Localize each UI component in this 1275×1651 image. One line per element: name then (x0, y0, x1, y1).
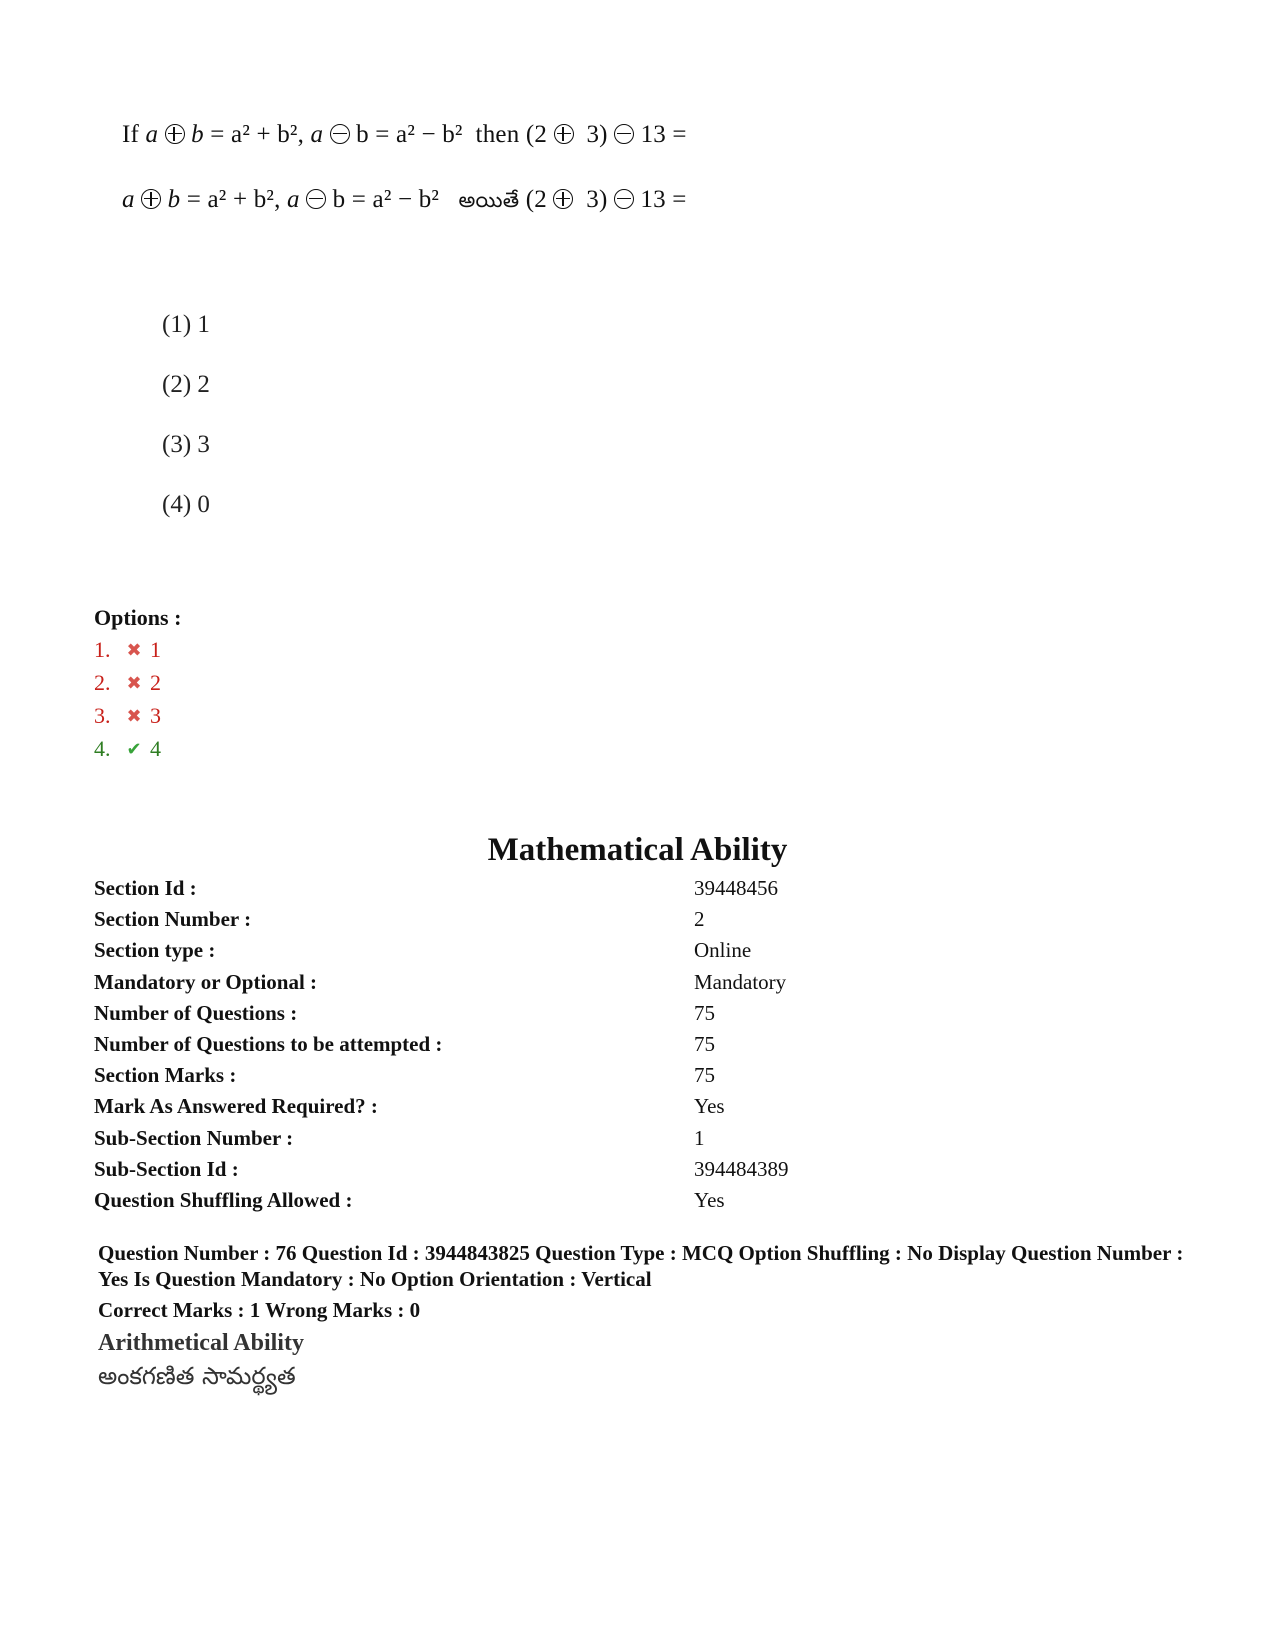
circled-minus-icon (330, 124, 350, 144)
question-choice: (1) 1 (162, 311, 210, 338)
subject-heading-telugu: అంకగణిత సామర్థ్యత (98, 1362, 296, 1390)
answer-option: 2. ✖ 2 (94, 670, 161, 695)
info-row: Number of Questions : 75 (94, 1000, 715, 1025)
info-row: Mark As Answered Required? : Yes (94, 1094, 725, 1119)
circled-minus-icon (306, 189, 326, 209)
info-row: Mandatory or Optional : Mandatory (94, 969, 787, 994)
info-row: Section Id : 39448456 (94, 876, 778, 901)
question-line-english: If a b = a² + b², a b = a² − b² then (2 3) 13 = (122, 121, 687, 148)
answer-option: 1. ✖ 1 (94, 637, 161, 662)
answer-option: 3. ✖ 3 (94, 703, 161, 728)
info-row: Section Marks : 75 (94, 1063, 715, 1088)
check-icon: ✔ (126, 738, 142, 760)
cross-icon: ✖ (126, 672, 142, 694)
question-choice: (3) 3 (162, 431, 210, 458)
cross-icon: ✖ (126, 639, 142, 661)
info-row: Section Number : 2 (94, 907, 705, 932)
subject-heading-english: Arithmetical Ability (98, 1330, 304, 1356)
circled-minus-icon (614, 124, 634, 144)
info-row: Number of Questions to be attempted : 75 (94, 1032, 715, 1057)
options-label: Options : (94, 605, 182, 630)
answer-option-correct: 4. ✔ 4 (94, 736, 161, 761)
section-title: Mathematical Ability (487, 832, 788, 868)
circled-plus-icon (141, 189, 161, 209)
circled-plus-icon (554, 124, 574, 144)
question-choice: (2) 2 (162, 371, 210, 398)
circled-plus-icon (165, 124, 185, 144)
info-row: Sub-Section Number : 1 (94, 1125, 705, 1150)
question-metadata: Question Number : 76 Question Id : 3944843825 Question Type : MCQ Option Shuffling : No Display Question Number : Yes Is Question Mandatory : No Option Orientation : Vertical (98, 1241, 1184, 1291)
question-line-telugu: a b = a² + b², a b = a² − b² అయితే (2 3) 13 = (122, 186, 687, 213)
question-choice: (4) 0 (162, 491, 210, 518)
section-info-table (94, 873, 1194, 1216)
info-row: Section type : Online (94, 938, 752, 963)
circled-plus-icon (553, 189, 573, 209)
circled-minus-icon (614, 189, 634, 209)
question-marks: Correct Marks : 1 Wrong Marks : 0 (98, 1298, 421, 1322)
info-row: Question Shuffling Allowed : Yes (94, 1187, 725, 1212)
info-row: Sub-Section Id : 394484389 (94, 1156, 789, 1181)
cross-icon: ✖ (126, 705, 142, 727)
